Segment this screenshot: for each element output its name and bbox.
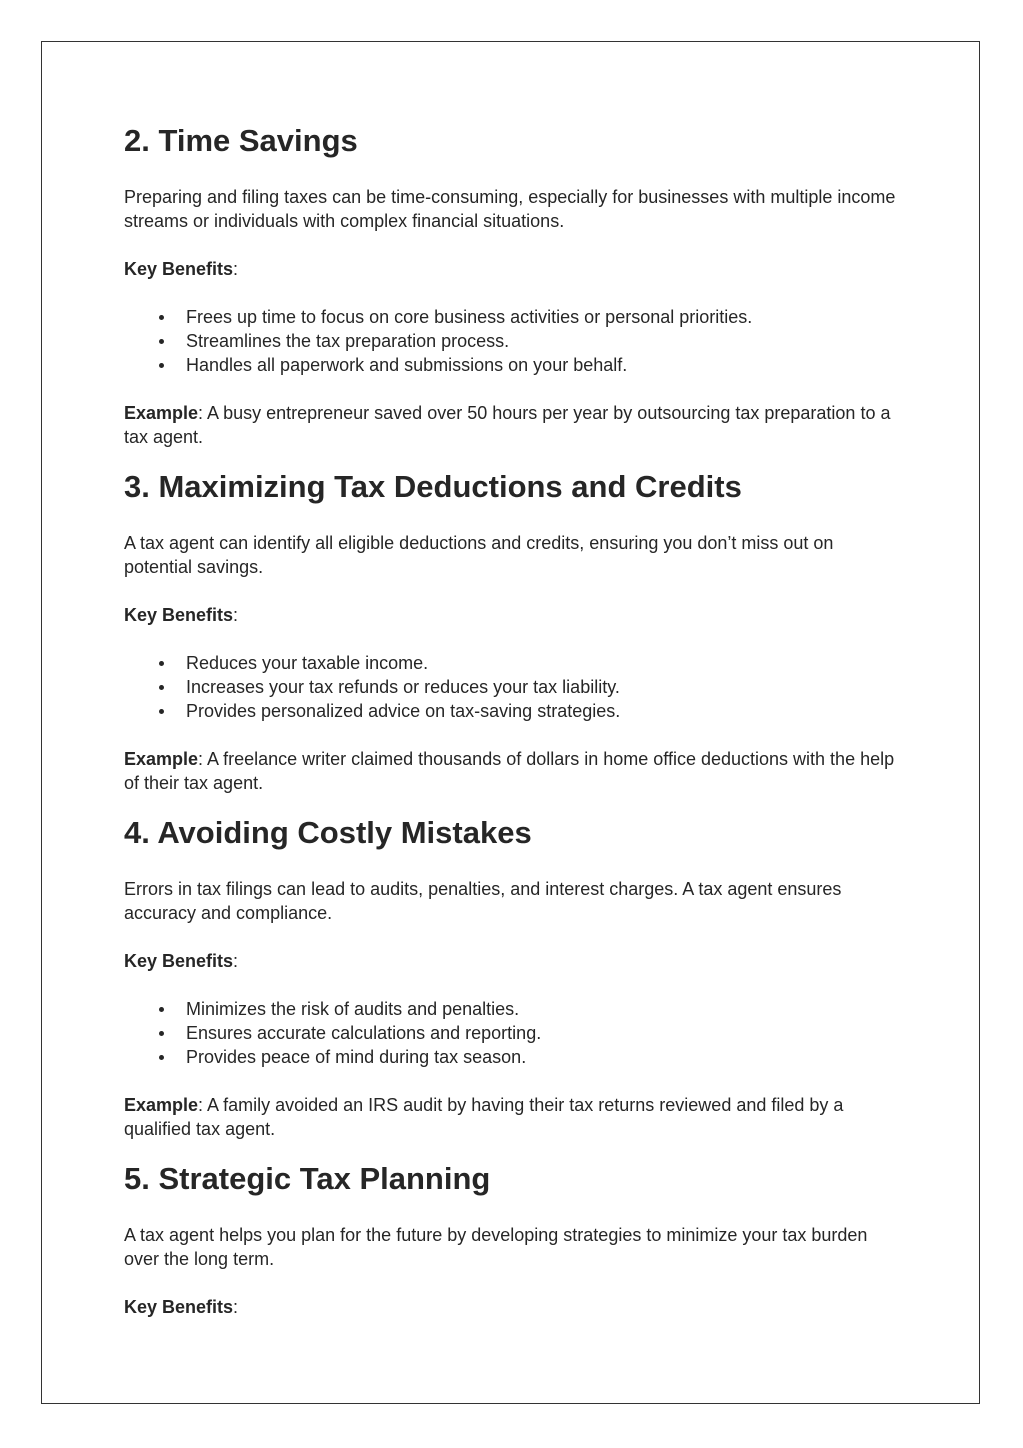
- colon: :: [233, 1297, 239, 1317]
- section-intro: Errors in tax filings can lead to audits, penalties, and interest charges. A tax agent ensures accuracy and compliance.: [124, 879, 842, 923]
- section-avoiding-mistakes: [124, 813, 904, 1141]
- list-item: Streamlines the tax preparation process.: [186, 329, 904, 353]
- list-item: Provides peace of mind during tax season.: [186, 1045, 904, 1069]
- example-paragraph: [124, 747, 904, 795]
- colon: :: [233, 951, 239, 971]
- key-benefits-label: [124, 1295, 904, 1319]
- section-heading: 3. Maximizing Tax Deductions and Credits: [124, 469, 742, 504]
- example-text: : A busy entrepreneur saved over 50 hours per year by outsourcing tax preparation to a tax agent.: [124, 403, 891, 447]
- list-item: Reduces your taxable income.: [186, 651, 904, 675]
- key-benefits-label: [124, 603, 904, 627]
- key-benefits-text: Key Benefits: [124, 605, 234, 625]
- section-heading: 2. Time Savings: [124, 123, 358, 158]
- section-intro: A tax agent can identify all eligible deductions and credits, ensuring you don’t miss out on potential savings.: [124, 533, 834, 577]
- section-maximizing-deductions: [124, 467, 904, 795]
- list-item: Handles all paperwork and submissions on your behalf.: [186, 353, 904, 377]
- example-text: : A freelance writer claimed thousands of dollars in home office deductions with the help of their tax agent.: [124, 749, 895, 793]
- example-paragraph: [124, 1093, 904, 1141]
- document-content: [124, 121, 904, 1343]
- colon: :: [233, 605, 239, 625]
- example-label: Example: [124, 749, 199, 769]
- benefits-list: [124, 651, 904, 723]
- list-item: Ensures accurate calculations and reporting.: [186, 1021, 904, 1045]
- example-paragraph: [124, 401, 904, 449]
- key-benefits-label: [124, 949, 904, 973]
- colon: :: [233, 259, 239, 279]
- section-strategic-planning: [124, 1159, 904, 1319]
- section-intro: A tax agent helps you plan for the future by developing strategies to minimize your tax burden over the long term.: [124, 1225, 868, 1269]
- key-benefits-text: Key Benefits: [124, 259, 234, 279]
- list-item: Increases your tax refunds or reduces your tax liability.: [186, 675, 904, 699]
- key-benefits-text: Key Benefits: [124, 951, 234, 971]
- list-item: Minimizes the risk of audits and penalties.: [186, 997, 904, 1021]
- example-text: : A family avoided an IRS audit by having their tax returns reviewed and filed by a qualified tax agent.: [124, 1095, 844, 1139]
- benefits-list: [124, 305, 904, 377]
- benefits-list: [124, 997, 904, 1069]
- key-benefits-label: [124, 257, 904, 281]
- list-item: Provides personalized advice on tax-saving strategies.: [186, 699, 904, 723]
- list-item: Frees up time to focus on core business activities or personal priorities.: [186, 305, 904, 329]
- section-intro: Preparing and filing taxes can be time-consuming, especially for businesses with multiple income streams or individuals with complex financial situations.: [124, 187, 896, 231]
- section-heading: 5. Strategic Tax Planning: [124, 1161, 491, 1196]
- section-time-savings: [124, 121, 904, 449]
- key-benefits-text: Key Benefits: [124, 1297, 234, 1317]
- example-label: Example: [124, 403, 199, 423]
- example-label: Example: [124, 1095, 199, 1115]
- section-heading: 4. Avoiding Costly Mistakes: [124, 815, 532, 850]
